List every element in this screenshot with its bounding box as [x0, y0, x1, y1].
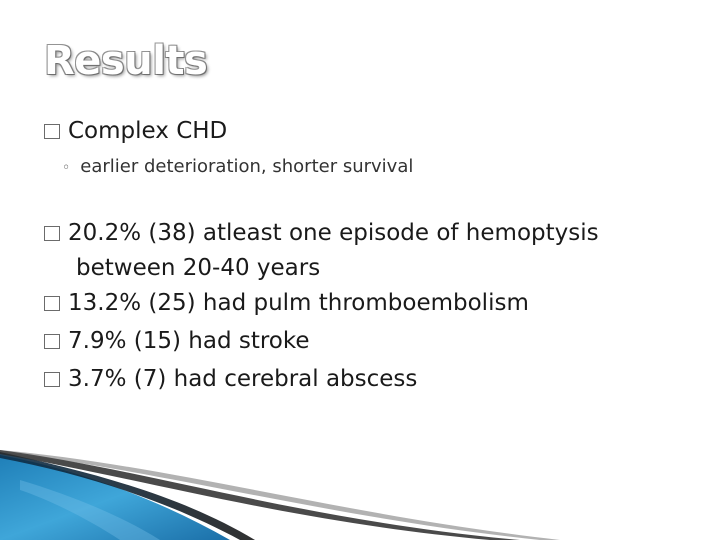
checkbox-bullet-icon [44, 296, 60, 311]
bullet-cerebral-abscess [44, 366, 417, 392]
checkbox-bullet-icon [44, 124, 60, 139]
bullet-stroke [44, 328, 310, 354]
checkbox-bullet-icon [44, 334, 60, 349]
circle-bullet-icon: ◦ [62, 160, 71, 176]
bullet-thromboembolism [44, 290, 529, 316]
bullet-hemoptysis-continuation [76, 255, 320, 281]
bullet-text: Complex CHD [68, 118, 228, 144]
bullet-text-continuation: between 20-40 years [76, 255, 321, 281]
sub-bullet-text: earlier deterioration, shorter survival [80, 156, 414, 177]
slide-title: Results [44, 38, 208, 84]
bullet-text: 3.7% (7) had cerebral abscess [68, 366, 418, 392]
bullet-complex-chd [44, 118, 227, 144]
checkbox-bullet-icon [44, 226, 60, 241]
sub-bullet-survival [62, 156, 413, 177]
bullet-text: 7.9% (15) had stroke [68, 328, 310, 354]
bullet-hemoptysis [44, 220, 599, 246]
bullet-text: 20.2% (38) atleast one episode of hemoptysis [68, 220, 599, 246]
bullet-text: 13.2% (25) had pulm thromboembolism [68, 290, 529, 316]
checkbox-bullet-icon [44, 372, 60, 387]
decorative-corner-swoosh [0, 440, 720, 540]
